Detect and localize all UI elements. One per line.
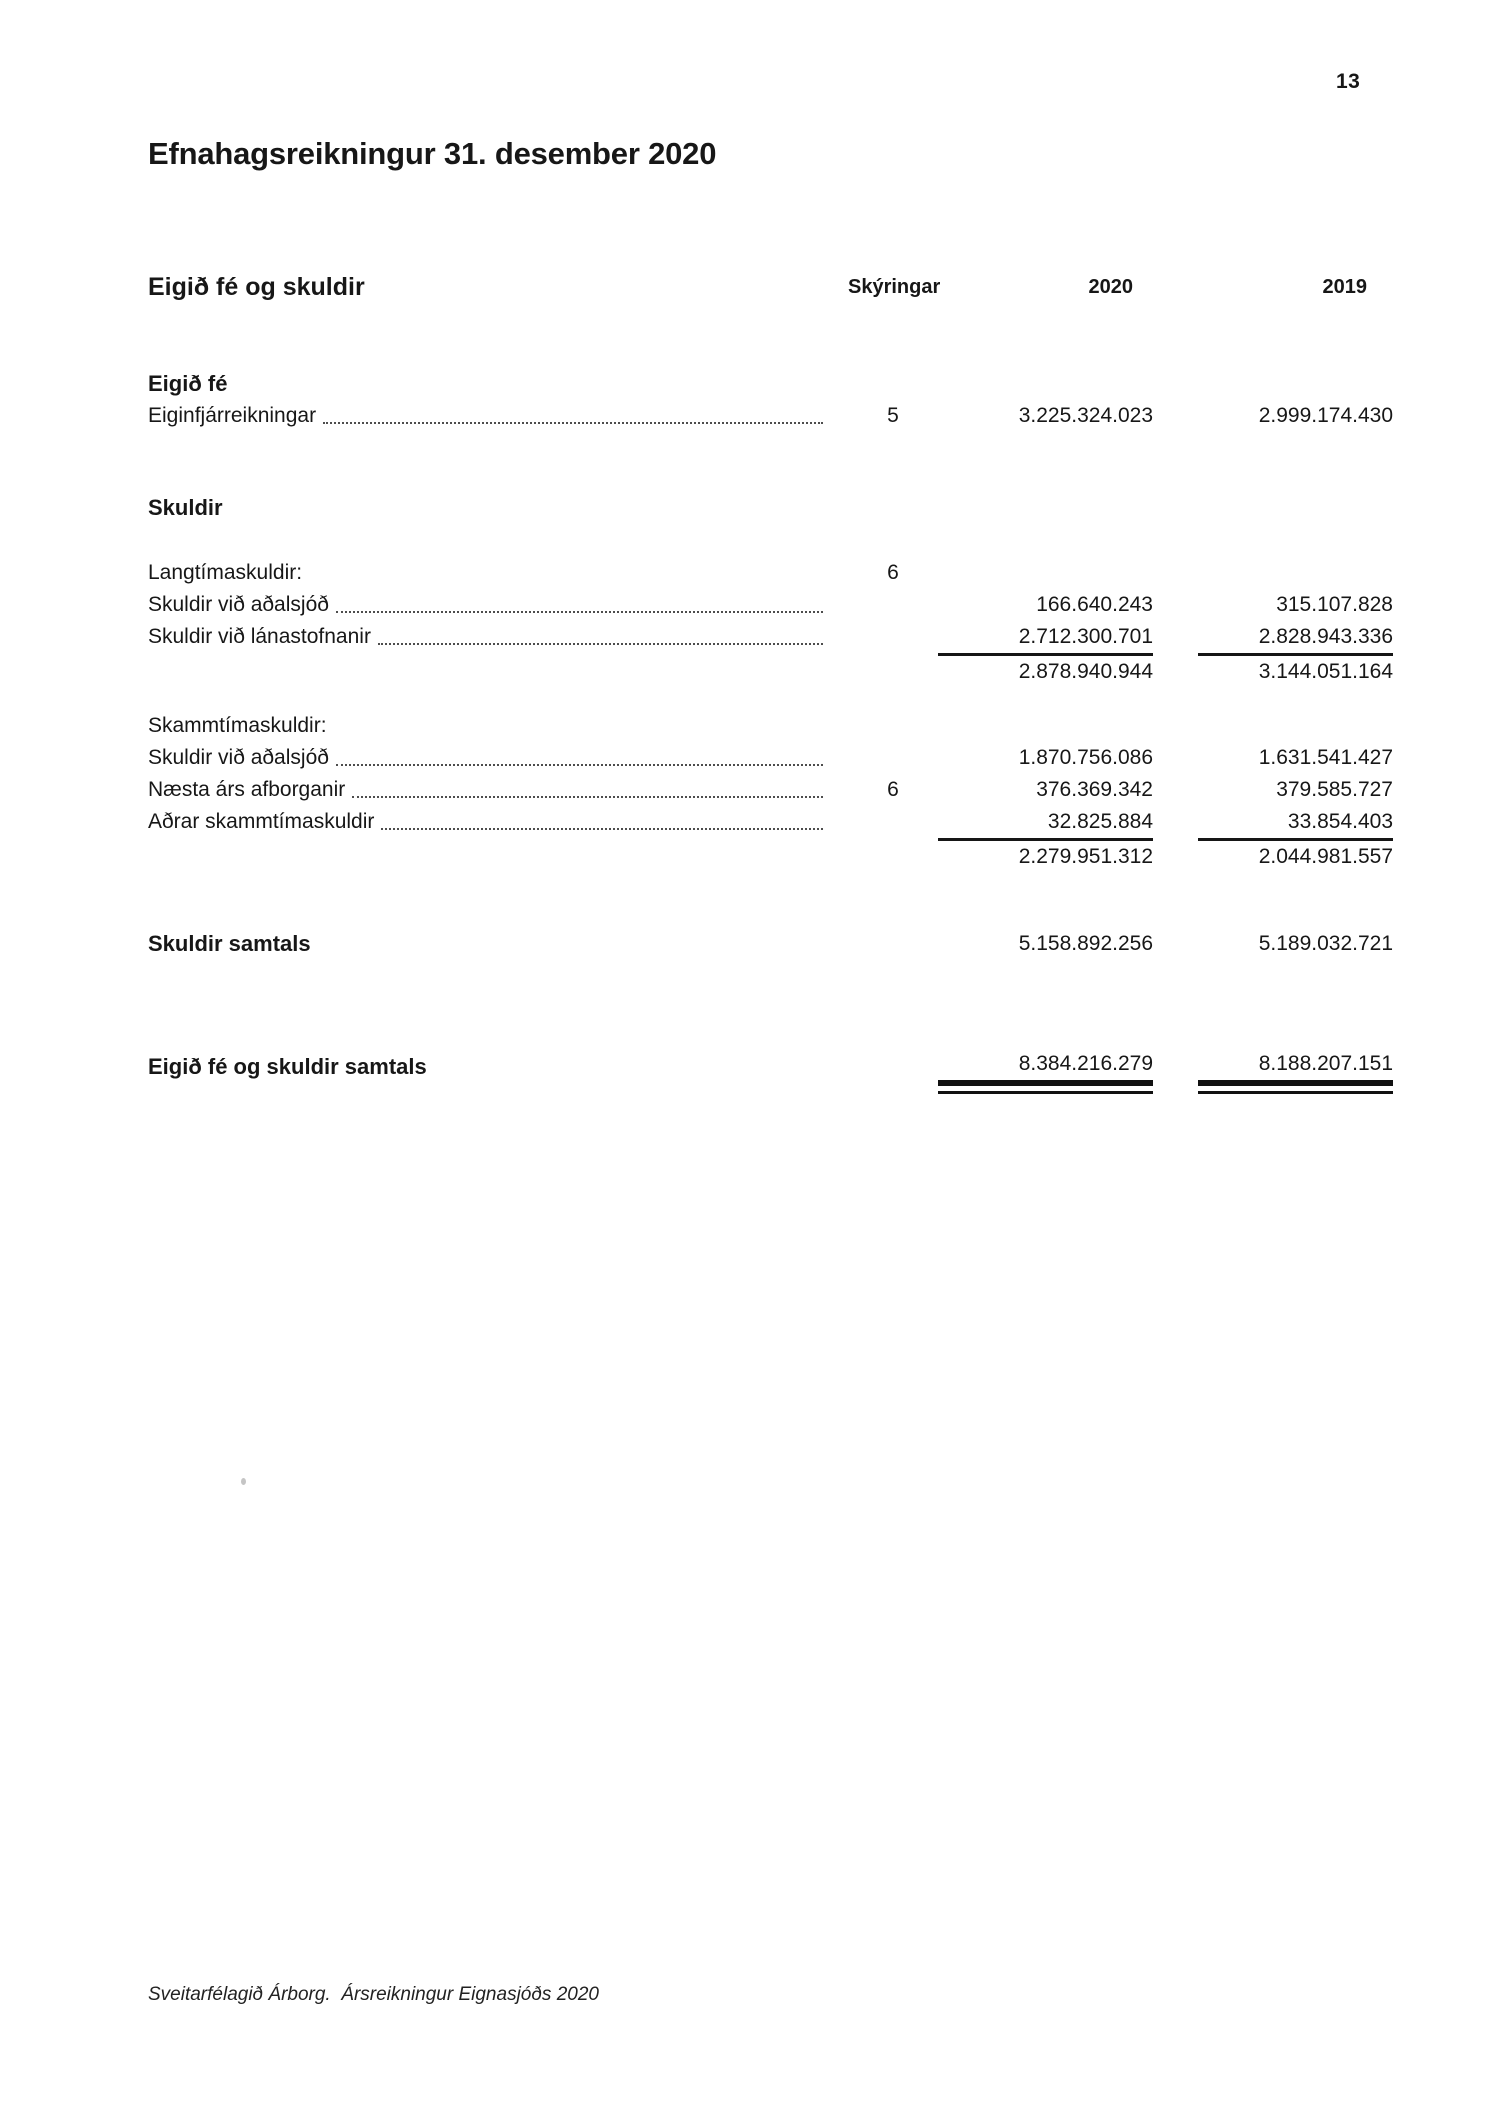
column-header-2020: 2020	[1088, 276, 1133, 298]
amount-2020: 3.225.324.023	[1018, 404, 1153, 427]
note-ref	[848, 589, 938, 621]
dot-leader	[323, 422, 823, 424]
subtotal-2019: 3.144.051.164	[1198, 653, 1393, 688]
note-ref	[848, 742, 938, 774]
equity-heading: Eigið fé	[148, 371, 228, 396]
row-label: Skuldir við aðalsjóð	[148, 589, 848, 621]
document-title: Efnahagsreikningur 31. desember 2020	[148, 136, 717, 171]
amount-2019: 2.828.943.336	[1258, 625, 1393, 648]
row-label: Aðrar skammtímaskuldir	[148, 806, 848, 838]
dot-leader	[336, 764, 823, 766]
amount-2019: 2.999.174.430	[1258, 404, 1393, 427]
table-row-st-adrar	[148, 806, 1393, 838]
amount-2019: 33.854.403	[1287, 810, 1393, 833]
grand-total-double-rule-row	[148, 1080, 1393, 1094]
note-ref	[848, 806, 938, 838]
amount-2019: 315.107.828	[1276, 593, 1393, 616]
table-row-eiginfjarreikningar	[148, 400, 1393, 432]
table-row-st-afborganir	[148, 774, 1393, 806]
row-label: Langtímaskuldir:	[148, 561, 303, 584]
page-number: 13	[1336, 70, 1361, 93]
total-2020: 5.158.892.256	[1018, 932, 1153, 955]
column-header-row	[148, 270, 1393, 304]
dot-leader	[378, 643, 823, 645]
shortterm-label-row	[148, 710, 1393, 742]
longterm-label-row	[148, 557, 1393, 589]
dot-leader	[336, 611, 823, 613]
column-header-2019: 2019	[1322, 276, 1367, 298]
dot-leader	[381, 828, 823, 830]
amount-2020: 166.640.243	[1036, 593, 1153, 616]
table-row-st-adalsjod	[148, 742, 1393, 774]
amount-2019: 379.585.727	[1276, 778, 1393, 801]
table-row-lt-adalsjod	[148, 589, 1393, 621]
grand-total-2020: 8.384.216.279	[938, 1048, 1153, 1083]
grand-total-row	[148, 1048, 1393, 1080]
row-label: Skammtímaskuldir:	[148, 714, 327, 737]
note-ref: 6	[887, 561, 899, 584]
row-label: Skuldir við aðalsjóð	[148, 742, 848, 774]
liabilities-total-row	[148, 928, 1393, 960]
amount-2020: 2.712.300.701	[1018, 625, 1153, 648]
longterm-subtotal-row	[148, 653, 1393, 685]
row-label: Eigið fé og skuldir samtals	[148, 1054, 427, 1079]
balance-sheet-body	[148, 368, 1393, 1094]
row-label: Skuldir við lánastofnanir	[148, 621, 848, 653]
note-ref: 5	[887, 404, 899, 427]
dot-leader	[352, 796, 823, 798]
section-header-label: Eigið fé og skuldir	[148, 273, 365, 301]
column-header-notes: Skýringar	[848, 276, 941, 298]
amount-2019: 1.631.541.427	[1258, 746, 1393, 769]
note-ref: 6	[887, 778, 899, 801]
shortterm-subtotal-row	[148, 838, 1393, 870]
subtotal-2019: 2.044.981.557	[1198, 838, 1393, 873]
amount-2020: 1.870.756.086	[1018, 746, 1153, 769]
double-rule	[1198, 1083, 1393, 1094]
footer-text: Sveitarfélagið Árborg. Ársreikningur Eignasjóðs 2020	[148, 1984, 599, 2005]
grand-total-2019: 8.188.207.151	[1198, 1048, 1393, 1083]
amount-2020: 32.825.884	[1047, 810, 1153, 833]
column-gap	[1153, 270, 1198, 304]
note-ref	[848, 621, 938, 653]
subtotal-2020: 2.279.951.312	[938, 838, 1153, 873]
row-label: Eiginfjárreikningar	[148, 400, 848, 432]
row-label: Skuldir samtals	[148, 931, 311, 956]
liabilities-heading: Skuldir	[148, 495, 223, 520]
subtotal-2020: 2.878.940.944	[938, 653, 1153, 688]
amount-2020: 376.369.342	[1036, 778, 1153, 801]
total-2019: 5.189.032.721	[1258, 932, 1393, 955]
double-rule	[938, 1083, 1153, 1094]
table-row-lt-lanastofnanir	[148, 621, 1393, 653]
row-label: Næsta árs afborganir	[148, 774, 848, 806]
scan-artifact-dot	[241, 1478, 246, 1485]
